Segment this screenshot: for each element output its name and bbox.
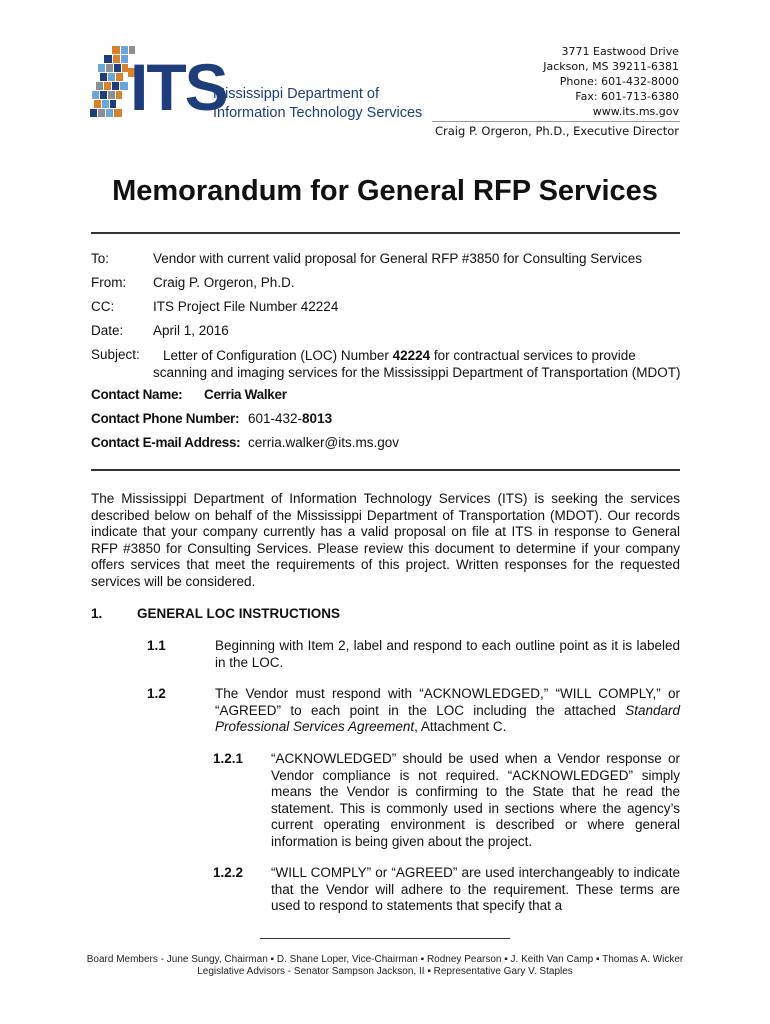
item-1-2-1-number: 1.2.1 <box>213 751 244 766</box>
intro-paragraph: The Mississippi Department of Information Technology Services (ITS) is seeking the services described below on behalf of the Mississippi Department of Transportation (MDOT). Our records indicate that your company currently has a valid proposal on file at ITS in response to General RFP #3850 for Consulting Services. Please review this document to determine if your company offers services that meet the requirements of this project. Written responses for the requested services will be considered. <box>91 491 680 589</box>
contact-phone-label: Contact Phone Number: <box>91 411 240 426</box>
subject-text-pre: Letter of Configuration (LOC) Number <box>163 348 393 363</box>
item-1-2-text-pre: The Vendor must respond with “ACKNOWLEDGED,” “WILL COMPLY,” or “AGREED” to each point in the LOC including the attached <box>215 686 680 718</box>
item-1-1-number: 1.1 <box>147 638 166 653</box>
footer-divider <box>260 938 510 939</box>
subject-loc-number: 42224 <box>392 348 431 363</box>
item-1-2-2-number: 1.2.2 <box>213 865 244 880</box>
contact-divider <box>91 469 680 471</box>
date-value: April 1, 2016 <box>153 323 229 338</box>
its-logo-text: ITS <box>130 50 227 124</box>
date-label: Date: <box>91 323 124 338</box>
executive-director: Craig P. Orgeron, Ph.D., Executive Director <box>434 124 679 138</box>
subject-label: Subject: <box>91 347 140 362</box>
contact-email-value[interactable]: cerria.walker@its.ms.gov <box>248 435 399 450</box>
from-label: From: <box>91 275 127 290</box>
address-city: Jackson, MS 39211-6381 <box>543 60 679 73</box>
address-street: 3771 Eastwood Drive <box>561 45 679 58</box>
contact-name-value: Cerria Walker <box>204 387 287 402</box>
contact-name-label: Contact Name: <box>91 387 183 402</box>
from-value: Craig P. Orgeron, Ph.D. <box>153 275 295 290</box>
item-1-2-agreement-title: Standard Professional Services Agreement <box>215 702 680 735</box>
cc-value: ITS Project File Number 42224 <box>153 299 339 314</box>
org-name-line1: Mississippi Department of <box>213 86 379 102</box>
address-block <box>543 44 679 119</box>
subject-value <box>153 347 683 381</box>
to-value: Vendor with current valid proposal for General RFP #3850 for Consulting Services <box>153 251 643 266</box>
title-divider <box>91 232 680 234</box>
contact-phone-prefix: 601-432- <box>248 411 303 426</box>
fax-number: Fax: 601-713-6380 <box>575 90 679 103</box>
cc-label: CC: <box>91 299 115 314</box>
contact-email-label: Contact E-mail Address: <box>91 435 241 450</box>
subject-text-post: for contractual services to provide scanning and imaging services for the Mississippi Department of Transportation (MDOT) <box>153 348 681 380</box>
item-1-2-2-text: “WILL COMPLY” or “AGREED” are used interchangeably to indicate that the Vendor will adhere to the requirement. These terms are used to respond to statements that specify that a <box>271 865 680 914</box>
logo-mosaic-icon <box>90 46 135 117</box>
section-1-number: 1. <box>91 606 103 621</box>
section-1-title: GENERAL LOC INSTRUCTIONS <box>137 606 341 621</box>
page-title: Memorandum for General RFP Services <box>112 175 658 207</box>
footer-board-members: Board Members - June Sungy, Chairman ▪ D. Shane Loper, Vice-Chairman ▪ Rodney Pearson ▪ J. Keith Van Camp ▪ Thomas A. Wicker <box>86 954 684 965</box>
phone-number: Phone: 601-432-8000 <box>559 75 679 88</box>
to-label: To: <box>91 251 110 266</box>
header-divider <box>432 121 680 122</box>
org-name-line2: Information Technology Services <box>213 105 423 121</box>
footer-legislative-advisors: Legislative Advisors - Senator Sampson Jackson, II ▪ Representative Gary V. Staples <box>197 966 573 977</box>
item-1-2-number: 1.2 <box>147 686 166 701</box>
website-link[interactable]: www.its.ms.gov <box>592 105 679 118</box>
contact-phone-value <box>248 411 332 426</box>
contact-phone-suffix: 8013 <box>302 411 333 426</box>
item-1-2-text <box>215 686 680 736</box>
item-1-2-text-post: , Attachment C. <box>414 719 507 735</box>
item-1-2-1-text: “ACKNOWLEDGED” should be used when a Vendor response or Vendor compliance is not required. “ACKNOWLEDGED” simply means the Vendor is confirming to the State that he read the statement. This is commonly used in sections where the agency’s current operating environment is described or where general information is being given about the project. <box>271 751 680 849</box>
item-1-1-text: Beginning with Item 2, label and respond to each outline point as it is labeled in the LOC. <box>215 638 680 670</box>
